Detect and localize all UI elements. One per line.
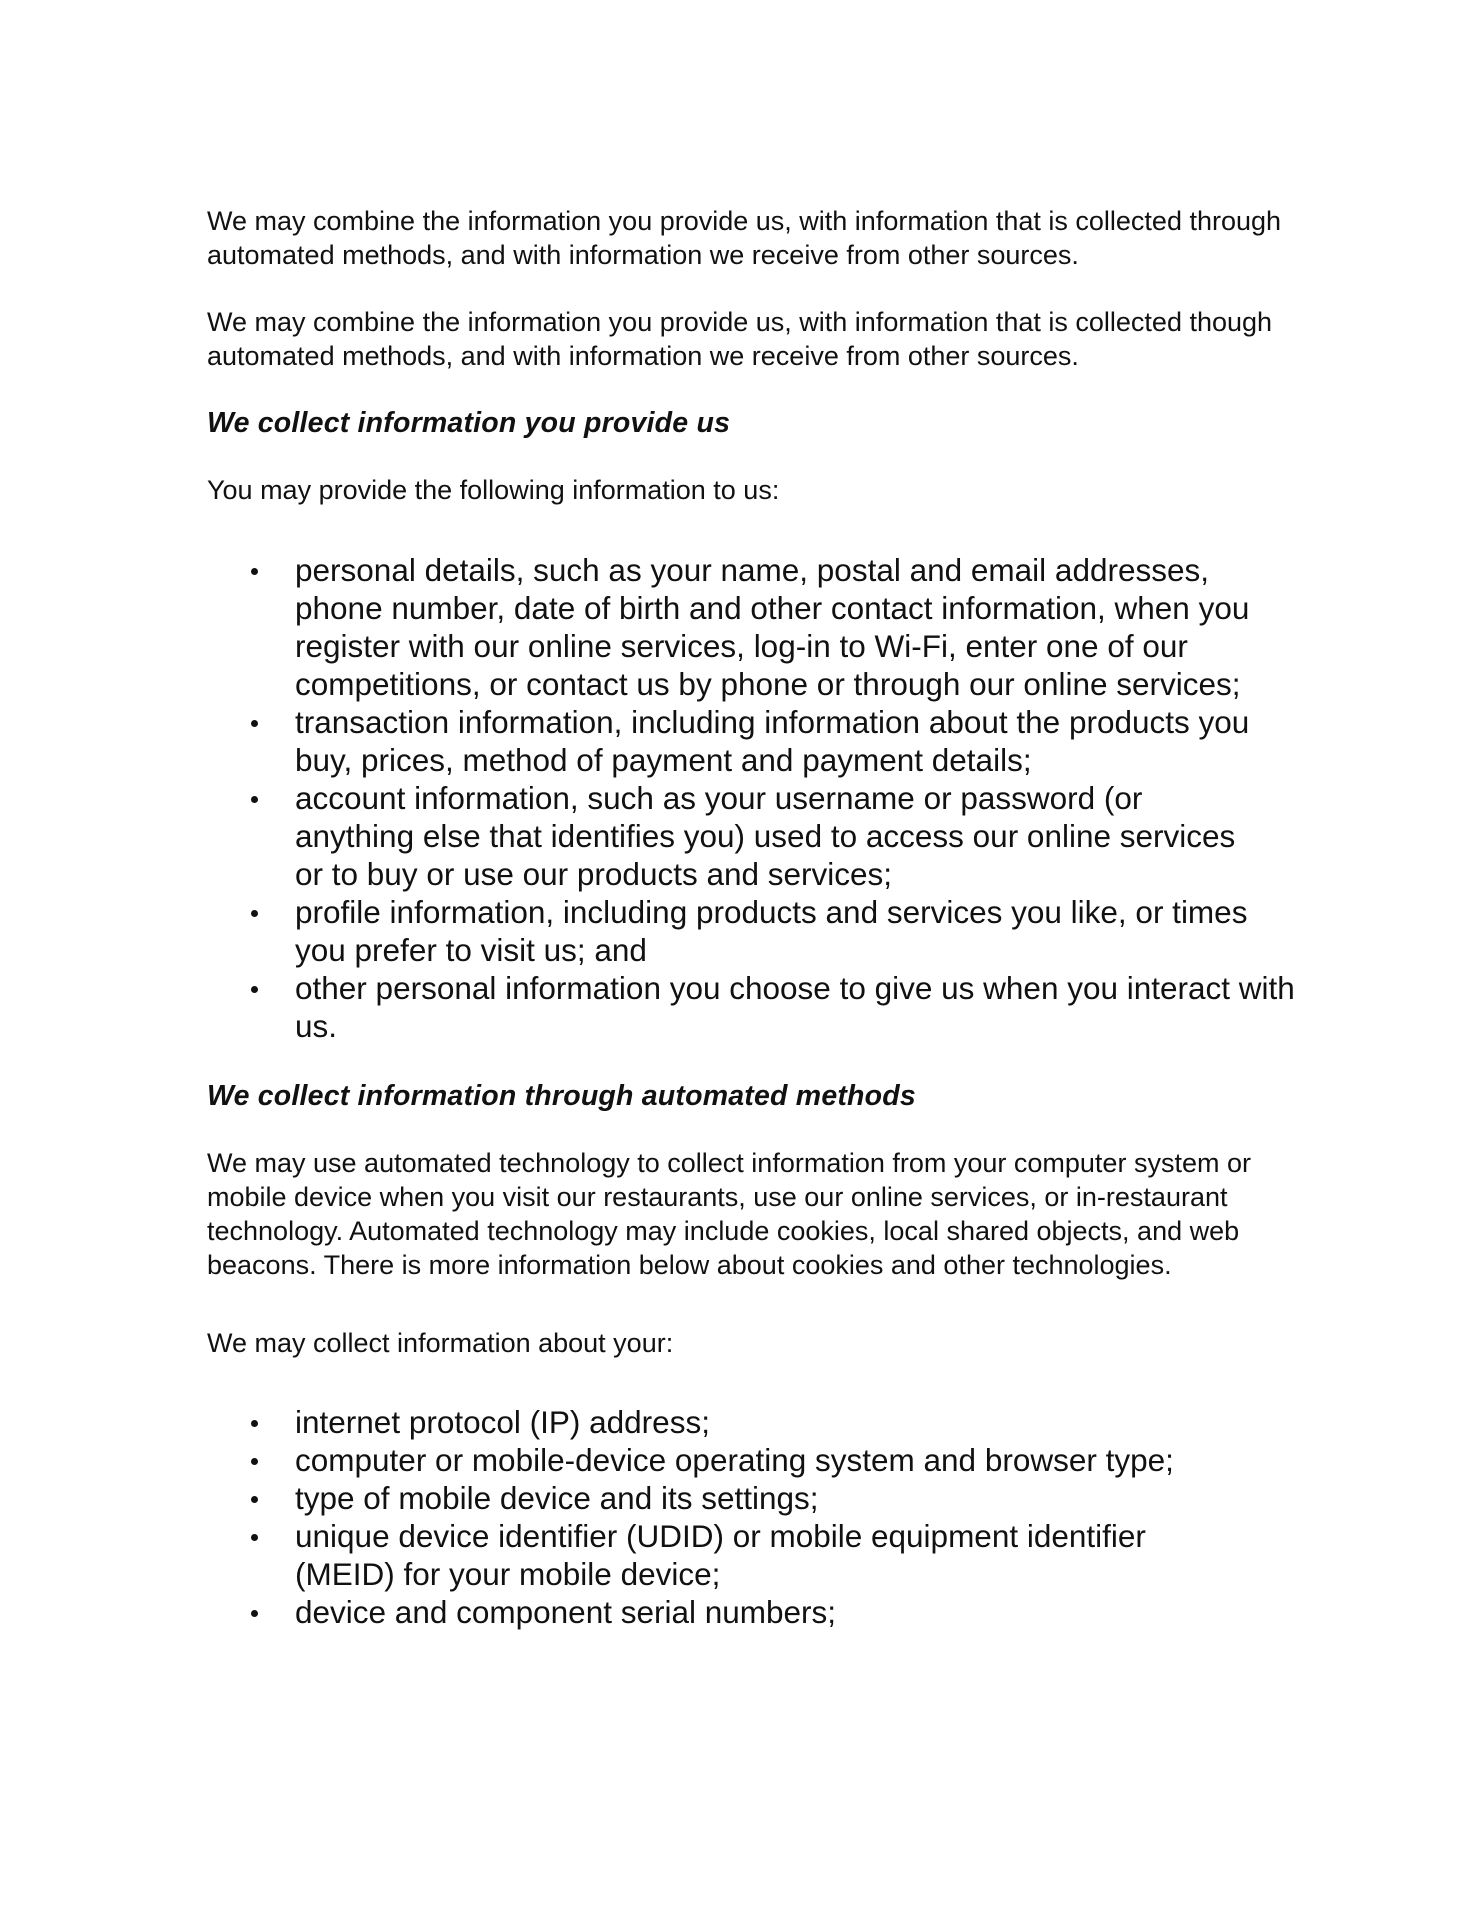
list-item: [207, 779, 1295, 893]
list-item-text: personal details, such as your name, postal and email addresses, phone number, date of birth and other contact information, when you register with our online services, log-in to Wi-Fi, enter one of our competitions, or contact us by phone or through our online services;: [295, 552, 1250, 702]
section-heading-automated: We collect information through automated methods: [207, 1080, 916, 1112]
list-item-text: profile information, including products and services you like, or times you prefer to visit us; and: [295, 894, 1248, 968]
list-item-text: account information, such as your username or password (or anything else that identifies you) used to access our online services or to buy or use our products and services;: [295, 780, 1236, 892]
bullet-icon: [251, 1458, 258, 1465]
list-item: [207, 893, 1295, 969]
list-item-text: type of mobile device and its settings;: [295, 1480, 819, 1516]
list-item: [207, 1517, 1295, 1593]
paragraph-combine-info-2: We may combine the information you provide us, with information that is collected though automated methods, and with information we receive from other sources.: [207, 307, 1273, 371]
bullet-icon: [251, 1610, 258, 1617]
bullet-icon: [251, 1420, 258, 1427]
section-intro-provide: You may provide the following information to us:: [207, 475, 780, 505]
list-item-text: device and component serial numbers;: [295, 1594, 837, 1630]
section-heading-provide: We collect information you provide us: [207, 407, 731, 439]
list-item-text: internet protocol (IP) address;: [295, 1404, 710, 1440]
section-body-automated: We may use automated technology to collect information from your computer system or mobile device when you visit our restaurants, use our online services, or in-restaurant technology. Automated technology may include cookies, local shared objects, and web beacons. There is more information below about cookies and other technologies.: [207, 1148, 1251, 1280]
bullet-icon: [251, 1534, 258, 1541]
bullet-icon: [251, 1496, 258, 1503]
list-item: [207, 1441, 1295, 1479]
list-item: [207, 1403, 1295, 1441]
bullet-icon: [251, 568, 258, 575]
bullet-icon: [251, 720, 258, 727]
automated-info-list: [207, 1403, 1287, 1631]
list-item-text: computer or mobile-device operating system and browser type;: [295, 1442, 1174, 1478]
paragraph-combine-info-1: We may combine the information you provide us, with information that is collected through automated methods, and with information we receive from other sources.: [207, 206, 1282, 270]
document-content: [207, 204, 1295, 1631]
list-item-text: transaction information, including information about the products you buy, prices, method of payment and payment details;: [295, 704, 1250, 778]
list-item: [207, 551, 1295, 703]
list-item: [207, 969, 1295, 1045]
list-item-text: unique device identifier (UDID) or mobile equipment identifier (MEID) for your mobile device;: [295, 1518, 1146, 1592]
list-item-text: other personal information you choose to give us when you interact with us.: [295, 970, 1295, 1044]
list-item: [207, 1479, 1295, 1517]
provided-info-list: [207, 551, 1295, 1045]
bullet-icon: [251, 796, 258, 803]
list-item: [207, 703, 1295, 779]
bullet-icon: [251, 986, 258, 993]
list-item: [207, 1593, 1295, 1631]
section-intro-automated: We may collect information about your:: [207, 1328, 674, 1358]
bullet-icon: [251, 910, 258, 917]
